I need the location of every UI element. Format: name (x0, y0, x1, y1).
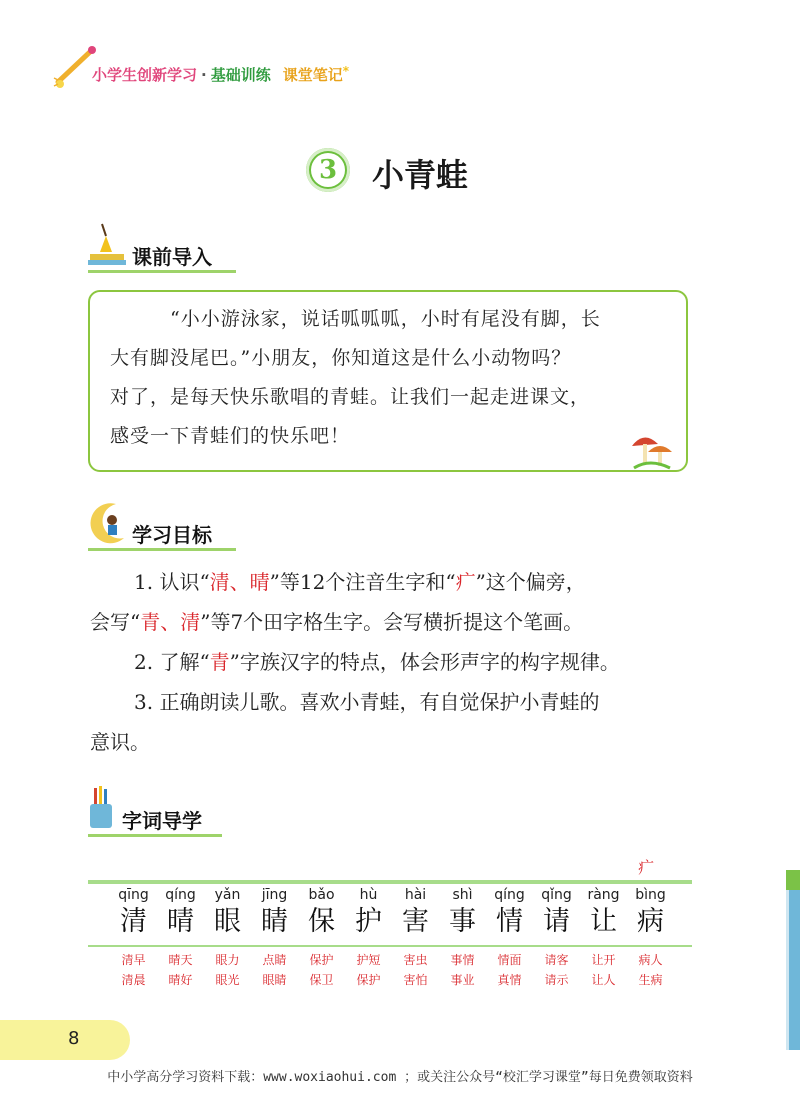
goal-item-1 (90, 562, 695, 602)
vocab-character-row (110, 886, 674, 940)
section-underline (88, 548, 236, 551)
hanzi: 害 (402, 906, 429, 937)
moon-child-icon (86, 500, 128, 548)
header-star: * (342, 64, 350, 78)
lesson-number: 3 (311, 153, 345, 187)
vocab-word: 请客 (544, 953, 569, 967)
vocab-word: 事情 (450, 953, 475, 967)
section-vocab-title: 字词导学 (122, 809, 202, 833)
vocab-word: 保护 (309, 953, 334, 967)
vocab-char-col (110, 886, 157, 940)
vocab-word-col (298, 950, 345, 990)
goal-text: ”等7个田字格生字。会写横折提这个笔画。 (200, 610, 584, 634)
pinyin: qíng (165, 887, 196, 903)
vocab-word: 晴天 (168, 953, 193, 967)
vocab-char-col (298, 886, 345, 940)
page-edge-tab (786, 870, 800, 1050)
goal-item-1-cont (90, 602, 695, 642)
vocab-char-col (533, 886, 580, 940)
vocab-char-col (157, 886, 204, 940)
page-edge-tab-top (786, 870, 800, 890)
vocab-word: 害虫 (403, 953, 428, 967)
section-vocab-header (86, 786, 222, 837)
goal-item-3: 3. 正确朗读儿歌。喜欢小青蛙，有自觉保护小青蛙的 (134, 690, 600, 714)
hanzi: 睛 (261, 906, 288, 937)
radical-annotation: 疒 (638, 858, 655, 877)
intro-line: 感受一下青蛙们的快乐吧！ (110, 425, 351, 447)
vocab-word-col (627, 950, 674, 990)
hanzi: 晴 (167, 906, 194, 937)
vocab-word-col (439, 950, 486, 990)
goal-highlight: 清、晴 (209, 570, 270, 594)
vocab-word: 清晨 (121, 973, 146, 987)
page-number-blob (0, 1020, 130, 1060)
goal-text: ”这个偏旁， (475, 570, 586, 594)
vocab-word: 眼光 (215, 973, 240, 987)
pinyin: yǎn (214, 887, 241, 903)
section-intro-header (86, 222, 236, 273)
book-series-header (92, 64, 349, 85)
vocab-char-col (439, 886, 486, 940)
pinyin: qǐng (541, 887, 572, 903)
vocab-char-col (204, 886, 251, 940)
goal-highlight: 青、清 (140, 610, 201, 634)
pinyin: qīng (118, 887, 149, 903)
vocab-word: 眼睛 (262, 973, 287, 987)
vocab-word-col (204, 950, 251, 990)
hanzi: 事 (449, 906, 476, 937)
goal-text: 会写“ (90, 610, 141, 634)
vocab-word: 生病 (638, 973, 663, 987)
pinyin: qíng (494, 887, 525, 903)
hanzi: 病 (637, 906, 664, 937)
goal-text: ”等12个注音生字和“ (269, 570, 456, 594)
lesson-title: 小青蛙 (372, 156, 469, 194)
hanzi: 清 (120, 906, 147, 937)
vocab-word: 保护 (356, 973, 381, 987)
vocab-word-col (251, 950, 298, 990)
page-number: 8 (68, 1028, 80, 1049)
goals-list (90, 562, 695, 762)
goal-item-3-cont: 意识。 (90, 730, 150, 754)
goal-text: 2. 了解“ (134, 650, 210, 674)
vocab-char-col (580, 886, 627, 940)
header-class-notes: 课堂笔记 (282, 66, 343, 84)
vocab-word-col (345, 950, 392, 990)
vocab-word: 保卫 (309, 973, 334, 987)
vocab-char-col (392, 886, 439, 940)
hanzi: 保 (308, 906, 335, 937)
vocab-word-col (157, 950, 204, 990)
intro-text (110, 300, 670, 456)
vocab-word: 让人 (591, 973, 616, 987)
vocab-word: 清早 (121, 953, 146, 967)
vocab-word-col (486, 950, 533, 990)
goal-highlight: 疒 (455, 570, 476, 594)
vocab-word: 情面 (497, 953, 522, 967)
lesson-number-badge (306, 148, 350, 192)
pinyin: bǎo (308, 887, 335, 903)
hanzi: 让 (590, 906, 617, 937)
vocab-word-col (533, 950, 580, 990)
vocab-word: 护短 (356, 953, 381, 967)
pencil-cup-icon (86, 786, 118, 834)
vocab-words-row (110, 950, 674, 990)
vocab-word: 点睛 (262, 953, 287, 967)
pinyin: bìng (635, 887, 666, 903)
section-underline (88, 834, 222, 837)
vocab-word: 眼力 (215, 953, 240, 967)
vocab-char-col (627, 886, 674, 940)
vocab-word-col (580, 950, 627, 990)
vocab-word: 请示 (544, 973, 569, 987)
bell-books-icon (86, 222, 128, 270)
vocab-top-rule (88, 880, 692, 884)
vocab-char-col (251, 886, 298, 940)
intro-line: 对了，是每天快乐歌唱的青蛙。让我们一起走进课文， (110, 386, 591, 408)
goal-text: 1. 认识“ (134, 570, 210, 594)
pinyin: hù (359, 887, 378, 903)
vocab-word: 病人 (638, 953, 663, 967)
vocab-word: 事业 (450, 973, 475, 987)
pinyin: ràng (587, 887, 620, 903)
header-dot: · (201, 66, 207, 84)
intro-line: 大有脚没尾巴。”小朋友，你知道这是什么小动物吗？ (110, 347, 572, 369)
goal-text: ”字族汉字的特点，体会形声字的构字规律。 (229, 650, 620, 674)
vocab-word: 让开 (591, 953, 616, 967)
hanzi: 护 (355, 906, 382, 937)
goal-item-2 (90, 642, 695, 682)
vocab-word-col (392, 950, 439, 990)
pinyin: shì (452, 887, 473, 903)
section-underline (88, 270, 236, 273)
header-series-name: 小学生创新学习 (92, 66, 198, 84)
vocab-word: 害怕 (403, 973, 428, 987)
hanzi: 情 (496, 906, 523, 937)
pinyin: hài (404, 887, 427, 903)
goal-highlight: 青 (209, 650, 230, 674)
section-goals-header (86, 500, 236, 551)
vocab-char-col (486, 886, 533, 940)
section-intro-title: 课前导入 (132, 245, 212, 269)
hanzi: 请 (543, 906, 570, 937)
vocab-word-col (110, 950, 157, 990)
intro-line: “小小游泳家，说话呱呱呱，小时有尾没有脚，长 (170, 308, 601, 330)
hanzi: 眼 (214, 906, 241, 937)
vocab-char-col (345, 886, 392, 940)
header-basic-training: 基础训练 (210, 66, 271, 84)
section-goals-title: 学习目标 (132, 523, 212, 547)
vocab-word: 真情 (497, 973, 522, 987)
mushroom-icon (628, 428, 674, 476)
vocab-bottom-rule (88, 945, 692, 947)
pinyin: jīng (261, 887, 288, 903)
vocab-word: 晴好 (168, 973, 193, 987)
footer-text: 中小学高分学习资料下载：www.woxiaohui.com ；或关注公众号“校汇学习课堂”每日免费领取资料 (107, 1070, 693, 1085)
